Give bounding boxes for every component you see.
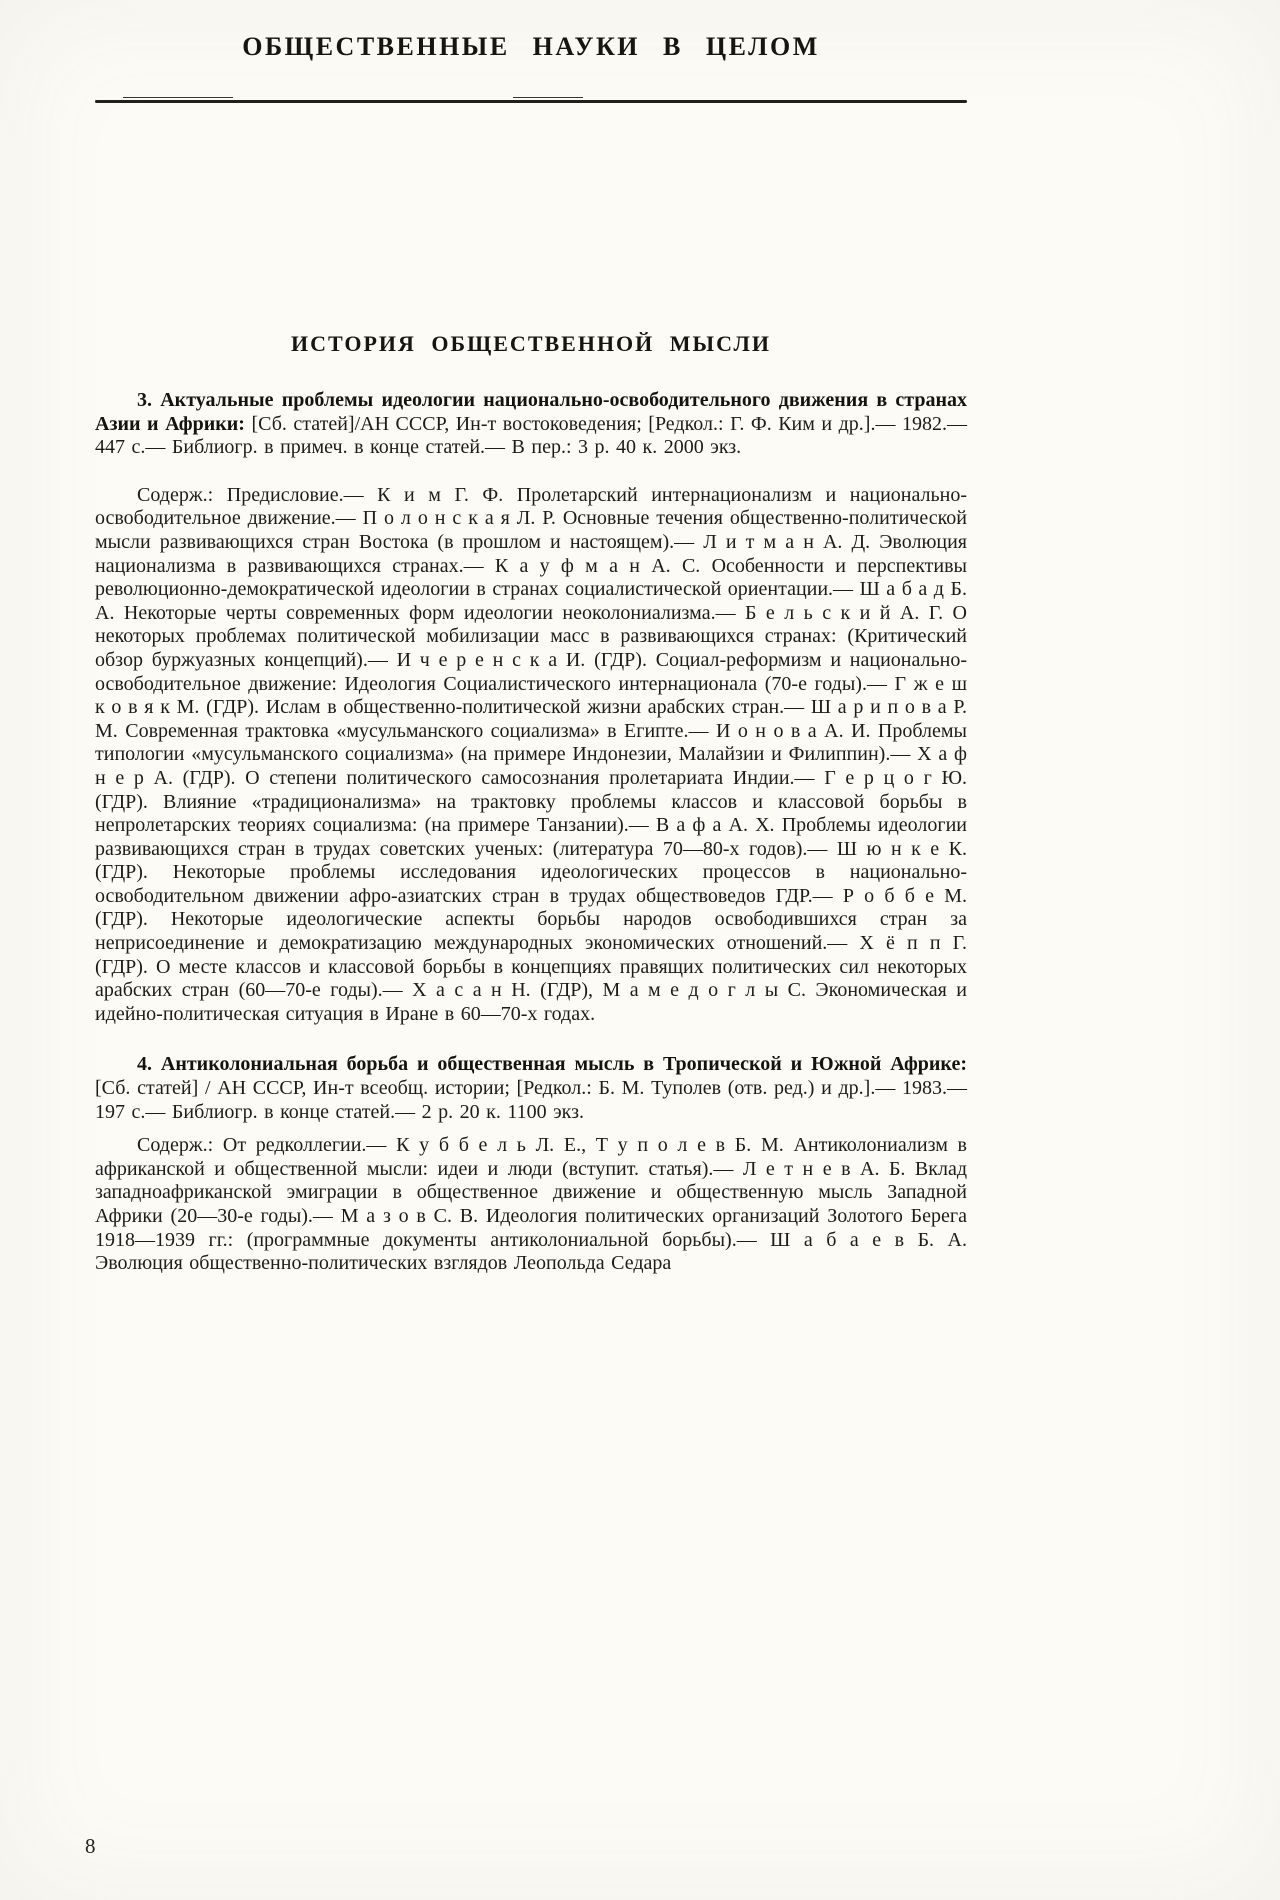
- entry-3-details: [Сб. статей]/АН СССР, Ин-т востоковедения; [Редкол.: Г. Ф. Ким и др.].— 1982.— 447 с.— Библиогр. в примеч. в конце статей.— В пер.: 3 р. 40 к. 2000 экз.: [95, 412, 967, 459]
- entry-4-details: [Сб. статей] / АН СССР, Ин-т всеобщ. истории; [Редкол.: Б. М. Туполев (отв. ред.) и др.].— 1983.— 197 с.— Библиогр. в конце статей.— 2 р. 20 к. 1100 экз.: [95, 1077, 967, 1123]
- page-header-title: ОБЩЕСТВЕННЫЕ НАУКИ В ЦЕЛОМ: [242, 32, 820, 61]
- page-number: 8: [85, 1834, 96, 1858]
- header-rule-line: [95, 100, 967, 103]
- rule-artifact: [513, 97, 583, 98]
- section-title: ИСТОРИЯ ОБЩЕСТВЕННОЙ МЫСЛИ: [291, 331, 771, 356]
- header-rule: [95, 97, 967, 103]
- text-column: [95, 0, 967, 1276]
- entry-3-title: 3. Актуальные проблемы идеологии национально-освободительного движения в странах Азии и Африки:: [95, 389, 967, 435]
- rule-artifact: [123, 97, 233, 98]
- bibliography-entry-4: [95, 1053, 967, 1124]
- entry-4-contents: Содерж.: От редколлегии.— К у б б е л ь Л. Е., Т у п о л е в Б. М. Антиколониализм в африканской и общественной мысли: идеи и люди (вступит. статья).— Л е т н е в А. Б. Вклад западноафриканской эмиграции в общественное движение и общественную мысль Западной Африки (20—30-е годы).— М а з о в С. В. Идеология политических организаций Золотого Берега 1918—1939 гг.: (программные документы антиколониальной борьбы).— Ш а б а е в Б. А. Эволюция общественно-политических взглядов Леопольда Седара: [95, 1134, 967, 1275]
- entry-4-title: 4. Антиколониальная борьба и общественная мысль в Тропической и Южной Африке:: [137, 1053, 967, 1076]
- entry-3-contents: Содерж.: Предисловие.— К и м Г. Ф. Пролетарский интернационализм и национально-освободительное движение.— П о л о н с к а я Л. Р. Основные течения общественно-политической мысли развивающихся стран Востока (в прошлом и настоящем).— Л и т м а н А. Д. Эволюция национализма в развивающихся странах.— К а у ф м а н А. С. Особенности и перспективы революционно-демократической идеологии в странах социалистической ориентации.— Ш а б а д Б. А. Некоторые черты современных форм идеологии неоколониализма.— Б е л ь с к и й А. Г. О некоторых проблемах политической мобилизации масс в развивающихся странах: (Критический обзор буржуазных концепций).— И ч е р е н с к а И. (ГДР). Социал-реформизм и национально-освободительное движение: Идеология Социалистического интернационала (70-е годы).— Г ж е ш к о в я к М. (ГДР). Ислам в общественно-политической жизни арабских стран.— Ш а р и п о в а Р. М. Современная трактовка «мусульманского социализма» в Египте.— И о н о в а А. И. Проблемы типологии «мусульманского социализма» (на примере Индонезии, Малайзии и Филиппин).— Х а ф н е р А. (ГДР). О степени политического самосознания пролетариата Индии.— Г е р ц о г Ю. (ГДР). Влияние «традиционализма» на трактовку проблемы классов и классовой борьбы в непролетарских теориях социализма: (на примере Танзании).— В а ф а А. Х. Проблемы идеологии развивающихся стран в трудах советских ученых: (литература 70—80-х годов).— Ш ю н к е К. (ГДР). Некоторые проблемы исследования идеологических процессов в национально-освободительном движении афро-азиатских стран в трудах обществоведов ГДР.— Р о б б е М. (ГДР). Некоторые идеологические аспекты борьбы народов освободившихся стран за неприсоединение и демократизацию международных экономических отношений.— Х ё п п Г. (ГДР). О месте классов и классовой борьбы в концепциях правящих политических сил некоторых арабских стран (60—70-е годы).— Х а с а н Н. (ГДР), М а м е д о г л ы С. Экономическая и идейно-политическая ситуация в Иране в 60—70-х годах.: [95, 483, 967, 1025]
- bibliography-entry-3: [95, 389, 967, 460]
